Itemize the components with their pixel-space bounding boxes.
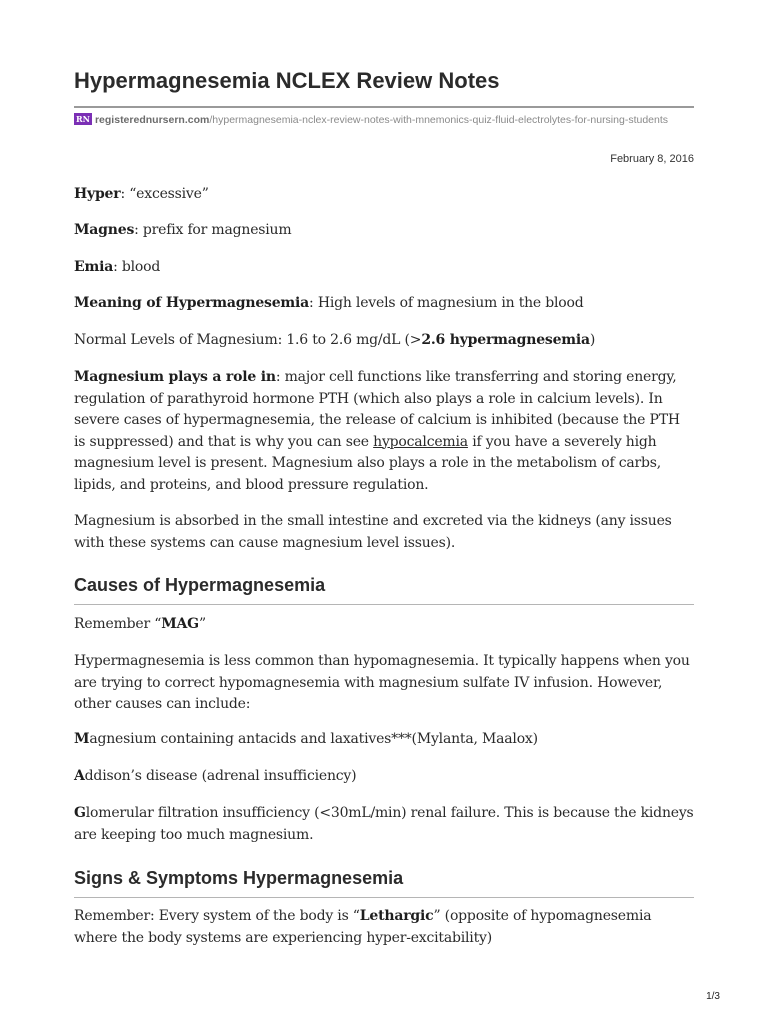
cause-item-m: Magnesium containing antacids and laxatives***(Mylanta, Maalox)	[74, 731, 538, 747]
definition-emia: Emia: blood	[74, 259, 161, 275]
cause-item-a: Addison’s disease (adrenal insufficiency)	[74, 768, 357, 784]
cause-item-g: Glomerular filtration insufficiency (<30mL/min) renal failure. This is because the kidneys are keeping too much magnesium.	[74, 805, 694, 843]
signs-heading: Signs & Symptoms Hypermagnesemia	[74, 868, 404, 888]
signs-remember: Remember: Every system of the body is “Lethargic” (opposite of hypomagnesemia where the body systems are experiencing hyper-excitability)	[74, 908, 652, 946]
source-path: /hypermagnesemia-nclex-review-notes-with-mnemonics-quiz-fluid-electrolytes-for-nursing-students	[209, 114, 669, 126]
page-number: 1/3	[706, 991, 720, 1002]
causes-divider	[74, 604, 694, 605]
causes-intro: Hypermagnesemia is less common than hypomagnesemia. It typically happens when you are trying to correct hypomagnesemia with magnesium sulfate IV infusion. However, other causes can include:	[74, 653, 690, 712]
title-divider	[74, 106, 694, 108]
absorption-paragraph: Magnesium is absorbed in the small intestine and excreted via the kidneys (any issues with these systems can cause magnesium level issues).	[74, 513, 672, 551]
source-line[interactable]	[74, 113, 694, 128]
publish-date: February 8, 2016	[610, 153, 694, 165]
definition-meaning: Meaning of Hypermagnesemia: High levels of magnesium in the blood	[74, 295, 584, 311]
causes-heading: Causes of Hypermagnesemia	[74, 575, 326, 595]
definition-hyper: Hyper: “excessive”	[74, 186, 209, 202]
source-domain: registerednursern.com	[94, 114, 210, 126]
magnesium-role-paragraph: Magnesium plays a role in: major cell functions like transferring and storing energy, regulation of parathyroid hormone PTH (which also plays a role in calcium levels). In severe cases of hypermagnesemia, the release of calcium is inhibited (because the PTH is suppressed) and that is why you can see hypocalcemia if you have a severely high magnesium level is present. Magnesium also plays a role in the metabolism of carbs, lipids, and proteins, and blood pressure regulation.	[74, 369, 680, 493]
causes-remember: Remember “MAG”	[74, 616, 206, 632]
page-title: Hypermagnesemia NCLEX Review Notes	[74, 68, 500, 93]
hypocalcemia-link[interactable]: hypocalcemia	[373, 433, 468, 450]
normal-levels: Normal Levels of Magnesium: 1.6 to 2.6 mg/dL (>2.6 hypermagnesemia)	[74, 332, 596, 348]
signs-divider	[74, 897, 694, 898]
site-logo-icon: RN	[76, 114, 90, 124]
definition-magnes: Magnes: prefix for magnesium	[74, 222, 292, 238]
